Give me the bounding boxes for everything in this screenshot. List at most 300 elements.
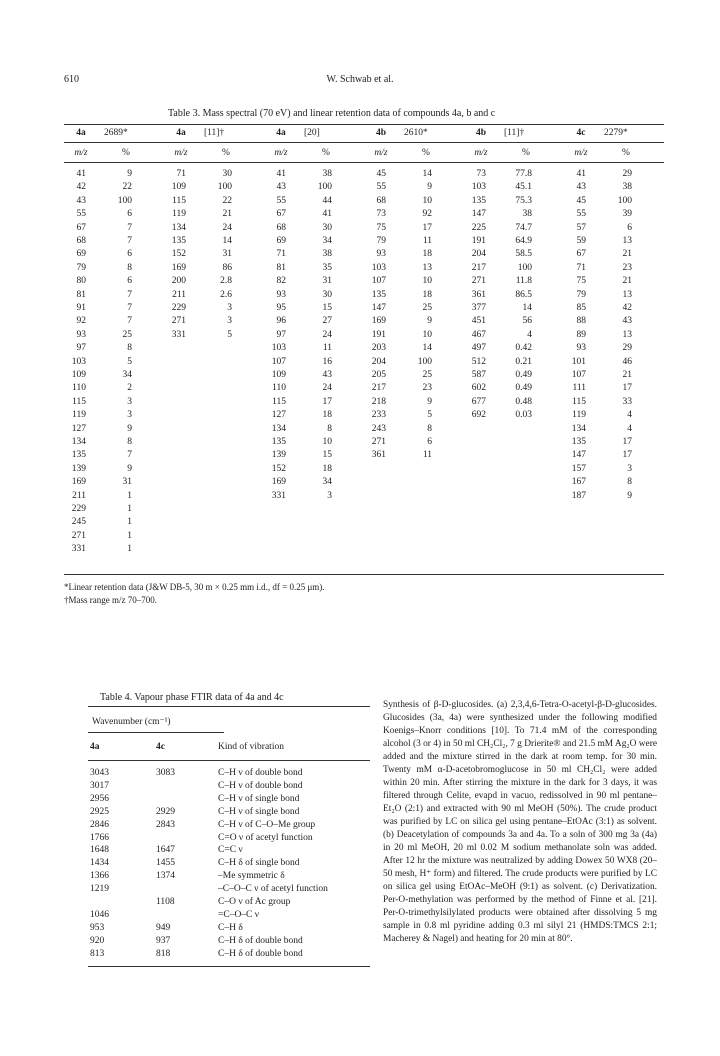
table3-percent-value: 31	[122, 477, 132, 488]
table3-cell-pair	[64, 331, 132, 341]
table3-group-compound: 4a	[176, 128, 186, 138]
table4-row	[88, 845, 243, 855]
table3-mz-value: 109	[71, 370, 86, 380]
table3-cell-pair	[264, 331, 332, 341]
table3-cell-pair	[64, 250, 132, 260]
table3-mz-value: 331	[71, 544, 86, 555]
table3-cell-pair	[64, 358, 132, 368]
table3-cell-pair	[64, 344, 132, 354]
table4-vibration: –Me symmetric δ	[218, 871, 285, 882]
table3-mz-value: 134	[571, 423, 586, 434]
table4-4c-value	[156, 884, 218, 894]
table3-percent-value: 22	[122, 182, 132, 193]
table3-cell-pair	[64, 291, 132, 301]
table3-cell-pair	[464, 384, 532, 394]
table3-percent-value: 3	[327, 490, 332, 501]
table3-percent-value: 22	[222, 195, 232, 206]
table3-cell-pair	[64, 492, 132, 502]
table3-percent-value: 30	[322, 222, 332, 233]
table3-cell-pair	[364, 398, 432, 408]
table4-4a-value: 813	[90, 948, 105, 959]
table3-mz-value: 169	[71, 477, 86, 488]
table3-percent-value: 9	[127, 423, 132, 434]
table3-cell-pair	[64, 384, 132, 394]
table3-mz-value: 55	[576, 209, 586, 220]
table3-cell-pair	[464, 170, 532, 180]
table4-vibration: C–H δ of single bond	[218, 858, 300, 869]
table3-mz-value: 331	[171, 329, 186, 340]
table3-cell-pair	[264, 197, 332, 207]
table3-mz-value: 187	[571, 490, 586, 501]
table4-4a-value: 2846	[90, 819, 109, 830]
table3-cell-pair	[364, 264, 432, 274]
table3-cell-pair	[64, 371, 132, 381]
table3-percent-value: 24	[322, 383, 332, 394]
table3-mz-value: 331	[271, 490, 286, 501]
table3-percent-value: 18	[322, 463, 332, 474]
table3-percent-value: 74.7	[515, 222, 532, 233]
table3-cell-pair	[264, 398, 332, 408]
table3-percent-value: 4	[627, 423, 632, 434]
table3-percent-value: 35	[322, 262, 332, 273]
table4-4a-value: 3043	[90, 768, 109, 778]
table3-cell-pair	[364, 425, 432, 435]
table3-percent-header: %	[222, 148, 230, 158]
table3-percent-value: 14	[422, 343, 432, 354]
table3-mz-value: 361	[371, 450, 386, 461]
table3-percent-value: 2.8	[220, 276, 232, 287]
table3-mz-value: 92	[76, 316, 86, 327]
table3-sub-header	[364, 148, 454, 158]
table4-wavenumber-header: Wavenumber (cm⁻¹)	[92, 717, 171, 727]
table3-mz-value: 147	[471, 209, 486, 220]
table3-percent-value: 2	[127, 383, 132, 394]
table3-mz-value: 134	[71, 437, 86, 447]
table3-percent-value: 1	[127, 504, 132, 514]
table4-header-rule	[88, 760, 370, 761]
table3-cell-pair	[564, 224, 632, 234]
table3-cell-pair	[464, 317, 532, 327]
table3-mz-value: 203	[371, 343, 386, 354]
table3-mz-value: 152	[171, 249, 186, 260]
table3-cell-pair	[564, 264, 632, 274]
table3-cell-pair	[464, 304, 532, 314]
table3-mz-value: 110	[272, 383, 286, 394]
table3-group-ref: 2279*	[604, 128, 628, 138]
table3-mz-value: 67	[576, 249, 586, 260]
table3-percent-value: 0.48	[515, 396, 532, 407]
table3-percent-value: 9	[627, 490, 632, 501]
table4-4c-value	[156, 833, 218, 843]
table3-cell-pair	[164, 304, 232, 314]
table3-cell-pair	[364, 170, 432, 180]
table4-vibration: C=C ν	[218, 845, 243, 856]
table3-percent-value: 3	[227, 316, 232, 327]
table4-vibration: C–H δ of double bond	[218, 935, 303, 946]
table3-mz-value: 271	[71, 530, 86, 541]
table3-mz-value: 119	[172, 209, 186, 220]
table3-caption: Table 3. Mass spectral (70 eV) and linear retention data of compounds 4a, b and c	[168, 108, 496, 119]
table4-4a-value: 1219	[90, 884, 109, 895]
table3-percent-value: 38	[322, 169, 332, 179]
table4-row	[88, 781, 303, 791]
table4-4c-value: 818	[156, 948, 171, 959]
table3-percent-value: 30	[222, 169, 232, 179]
table3-group-header	[164, 128, 264, 138]
table4-vibration: C–H ν of double bond	[218, 780, 303, 791]
table3-mz-value: 205	[371, 370, 386, 380]
table4-header-4c: 4c	[156, 742, 165, 752]
table3-cell-pair	[364, 250, 432, 260]
table3-mz-value: 119	[572, 410, 586, 421]
table3-mz-value: 169	[271, 477, 286, 488]
table3-percent-value: 39	[622, 209, 632, 220]
table3-mz-value: 135	[471, 195, 486, 206]
table4-caption: Table 4. Vapour phase FTIR data of 4a and 4c	[100, 692, 284, 703]
table4-vibration: C–H ν of single bond	[218, 806, 300, 817]
table3-mz-value: 200	[171, 276, 186, 287]
table3-mz-value: 119	[72, 410, 86, 421]
table3-group-ref: 2689*	[104, 128, 128, 138]
table3-mz-value: 271	[371, 437, 386, 447]
table4-row	[88, 923, 243, 933]
table3-group-compound: 4b	[375, 128, 387, 138]
table3-percent-value: 100	[117, 195, 132, 206]
table4-4c-value: 3083	[156, 768, 175, 778]
table3-cell-pair	[64, 317, 132, 327]
table3-cell-pair	[364, 384, 432, 394]
table3-sub-header	[164, 148, 254, 158]
table3-mz-header: m/z	[574, 148, 588, 158]
table4-4c-value	[156, 794, 218, 804]
table4-4c-value: 1647	[156, 845, 175, 856]
table3-mz-value: 135	[71, 450, 86, 461]
table3-cell-pair	[364, 237, 432, 247]
table3-percent-value: 31	[222, 249, 232, 260]
table3-mz-value: 211	[72, 490, 86, 501]
table3-percent-value: 1	[127, 530, 132, 541]
table3-percent-value: 31	[322, 276, 332, 287]
table4-4a-value: 2925	[90, 806, 109, 817]
table3-mz-value: 512	[471, 356, 486, 367]
table3-cell-pair	[564, 384, 632, 394]
table3-group-header	[564, 128, 664, 138]
table3-percent-header: %	[422, 148, 430, 158]
table3-group-compound: 4a	[276, 128, 286, 138]
table3-cell-pair	[264, 183, 332, 193]
table3-sub-header	[64, 148, 154, 158]
table3-percent-value: 5	[427, 410, 432, 421]
table3-cell-pair	[264, 371, 332, 381]
table3-cell-pair	[64, 545, 132, 555]
table3-percent-header: %	[622, 148, 630, 158]
table3-cell-pair	[364, 358, 432, 368]
table3-mz-value: 243	[371, 423, 386, 434]
page-number: 610	[64, 74, 79, 85]
table3-cell-pair	[164, 317, 232, 327]
table3-mz-value: 135	[271, 437, 286, 447]
table3-mz-value: 109	[171, 182, 186, 193]
table3-percent-value: 10	[322, 437, 332, 447]
table3-cell-pair	[264, 237, 332, 247]
table3-mz-header: m/z	[74, 148, 88, 158]
table3-cell-pair	[464, 250, 532, 260]
table3-cell-pair	[164, 264, 232, 274]
table3-mz-value: 110	[72, 383, 86, 394]
table3-mz-value: 71	[176, 169, 186, 179]
table3-mz-value: 169	[171, 262, 186, 273]
table3-mz-header: m/z	[174, 148, 188, 158]
table3-group-ref: [11]†	[204, 128, 225, 138]
table3-cell-pair	[564, 250, 632, 260]
table4-header-4a: 4a	[90, 742, 100, 752]
table3-cell-pair	[564, 304, 632, 314]
table3-mz-value: 85	[576, 303, 586, 313]
table3-cell-pair	[364, 224, 432, 234]
table3-mz-value: 115	[272, 396, 286, 407]
table3-mz-value: 115	[72, 396, 86, 407]
table4-4c-value: 2843	[156, 819, 175, 830]
table3-percent-value: 24	[322, 329, 332, 340]
table3-percent-value: 8	[627, 477, 632, 488]
table3-cell-pair	[564, 170, 632, 180]
table3-cell-pair	[564, 425, 632, 435]
table3-mz-value: 69	[276, 236, 286, 246]
table3-cell-pair	[64, 264, 132, 274]
table3-percent-value: 38	[322, 249, 332, 260]
table3-mz-value: 225	[471, 222, 486, 233]
table3-cell-pair	[564, 465, 632, 475]
table3-mz-value: 55	[376, 182, 386, 193]
table3-percent-value: 8	[127, 343, 132, 354]
table3-mz-value: 79	[376, 236, 386, 246]
table3-percent-value: 42	[622, 303, 632, 313]
table3-percent-value: 13	[422, 262, 432, 273]
table3-mz-value: 451	[471, 316, 486, 327]
table3-cell-pair	[464, 371, 532, 381]
table3-percent-value: 24	[222, 222, 232, 233]
table3-percent-value: 11	[422, 236, 432, 246]
table3-percent-value: 43	[622, 316, 632, 327]
table3-mz-value: 233	[371, 410, 386, 421]
table3-cell-pair	[264, 224, 332, 234]
table3-percent-value: 33	[622, 396, 632, 407]
table3-percent-value: 11	[322, 343, 332, 354]
table3-percent-value: 18	[422, 249, 432, 260]
table3-mz-value: 41	[76, 169, 86, 179]
table3-percent-value: 45.1	[515, 182, 532, 193]
table3-percent-value: 5	[227, 329, 232, 340]
table3-cell-pair	[264, 465, 332, 475]
table3-cell-pair	[264, 492, 332, 502]
table3-percent-value: 3	[627, 463, 632, 474]
table3-cell-pair	[64, 451, 132, 461]
table3-group-ref: [11]†	[504, 128, 525, 138]
table3-mz-value: 103	[471, 182, 486, 193]
table3-mz-value: 134	[271, 423, 286, 434]
table3-cell-pair	[564, 291, 632, 301]
table3-percent-value: 25	[122, 329, 132, 340]
table3-percent-value: 6	[127, 209, 132, 220]
table3-cell-pair	[464, 331, 532, 341]
table4-row	[88, 820, 315, 830]
table3-cell-pair	[564, 344, 632, 354]
table3-mz-value: 91	[76, 303, 86, 313]
table3-percent-value: 3	[127, 396, 132, 407]
table4-4a-value: 1366	[90, 871, 109, 882]
table3-mz-value: 68	[376, 195, 386, 206]
table3-mz-value: 127	[271, 410, 286, 421]
table3-percent-value: 14	[222, 236, 232, 246]
table3-cell-pair	[364, 411, 432, 421]
table3-percent-value: 75.3	[515, 195, 532, 206]
table3-mz-value: 139	[271, 450, 286, 461]
table3-mz-value: 157	[571, 463, 586, 474]
table3-percent-value: 13	[622, 236, 632, 246]
table3-percent-value: 14	[422, 169, 432, 179]
table3-cell-pair	[464, 197, 532, 207]
table3-cell-pair	[364, 277, 432, 287]
table4-4a-value: 953	[90, 922, 105, 933]
table3-mz-value: 107	[571, 370, 586, 380]
table3-mz-value: 41	[276, 169, 286, 179]
table3-percent-value: 34	[122, 370, 132, 380]
table3-percent-value: 7	[127, 450, 132, 461]
table4-row	[88, 884, 328, 894]
table3-footnote-2: †Mass range m/z 70–700.	[64, 595, 157, 605]
table3-percent-value: 0.21	[515, 356, 532, 367]
table4-4a-value: 1766	[90, 832, 109, 843]
table3-mz-value: 45	[576, 195, 586, 206]
table3-percent-value: 17	[322, 396, 332, 407]
table3-cell-pair	[164, 237, 232, 247]
table3-percent-value: 6	[127, 249, 132, 260]
table4-wavenumber-rule	[88, 732, 224, 733]
table3-mz-value: 191	[371, 329, 386, 340]
table3-percent-value: 56	[522, 316, 532, 327]
table3-percent-value: 0.49	[515, 370, 532, 380]
table3-percent-value: 13	[622, 289, 632, 300]
table3-percent-value: 58.5	[515, 249, 532, 260]
table3-cell-pair	[364, 197, 432, 207]
table4-4a-value: 1046	[90, 909, 109, 920]
table3-cell-pair	[164, 210, 232, 220]
table3-cell-pair	[464, 411, 532, 421]
table3-cell-pair	[264, 425, 332, 435]
table3-mz-value: 97	[76, 343, 86, 354]
table4-row	[88, 871, 285, 881]
table3-mz-value: 73	[376, 209, 386, 220]
table3-mz-value: 43	[576, 182, 586, 193]
table3-mz-value: 55	[276, 195, 286, 206]
table3-percent-value: 8	[427, 423, 432, 434]
table3-percent-value: 9	[427, 182, 432, 193]
table3-cell-pair	[164, 277, 232, 287]
table3-mz-value: 68	[76, 236, 86, 246]
table4-top-rule	[88, 706, 370, 707]
table3-percent-value: 16	[322, 356, 332, 367]
table3-cell-pair	[364, 317, 432, 327]
table3-cell-pair	[64, 425, 132, 435]
table3-cell-pair	[464, 210, 532, 220]
table3-percent-value: 7	[127, 236, 132, 246]
table3-percent-value: 0.42	[515, 343, 532, 354]
table3-mz-value: 115	[172, 195, 186, 206]
table3-percent-value: 18	[422, 289, 432, 300]
table3-cell-pair	[64, 478, 132, 488]
table3-cell-pair	[264, 344, 332, 354]
table3-percent-value: 30	[322, 289, 332, 300]
table3-top-rule	[64, 124, 664, 125]
table3-mz-header: m/z	[274, 148, 288, 158]
table4-4a-value: 2956	[90, 793, 109, 804]
table3-mz-value: 135	[371, 289, 386, 300]
table4-vibration: C=O ν of acetyl function	[218, 832, 313, 843]
table3-mz-value: 55	[76, 209, 86, 220]
table4-vibration: C–O ν of Ac group	[218, 897, 291, 907]
table3-percent-value: 17	[422, 222, 432, 233]
table3-cell-pair	[164, 170, 232, 180]
table3-mz-value: 147	[371, 303, 386, 313]
table3-percent-value: 4	[527, 329, 532, 340]
table3-cell-pair	[64, 304, 132, 314]
table3-mz-value: 692	[471, 410, 486, 421]
table3-cell-pair	[564, 492, 632, 502]
table3-percent-value: 15	[322, 450, 332, 461]
table3-cell-pair	[364, 344, 432, 354]
table3-group-header	[264, 128, 364, 138]
table3-percent-value: 43	[322, 370, 332, 380]
table3-mz-value: 587	[471, 370, 486, 380]
running-head: W. Schwab et al.	[326, 74, 394, 85]
table3-mz-value: 82	[276, 276, 286, 287]
table3-mz-value: 69	[76, 249, 86, 260]
table4-vibration: C–H ν of single bond	[218, 793, 300, 804]
table3-percent-value: 6	[427, 437, 432, 447]
table3-mz-value: 229	[71, 504, 86, 514]
table3-cell-pair	[264, 478, 332, 488]
table3-percent-value: 11	[422, 450, 432, 461]
table3-mz-value: 107	[371, 276, 386, 287]
table3-cell-pair	[64, 398, 132, 408]
table3-cell-pair	[64, 197, 132, 207]
table3-percent-value: 10	[422, 276, 432, 287]
table3-cell-pair	[564, 277, 632, 287]
table3-bottom-rule	[64, 574, 664, 575]
table3-mz-value: 41	[576, 169, 586, 179]
table3-mz-value: 361	[471, 289, 486, 300]
table3-mz-value: 101	[571, 356, 586, 367]
table3-percent-value: 21	[622, 249, 632, 260]
table3-percent-value: 34	[322, 236, 332, 246]
table3-mz-value: 103	[271, 343, 286, 354]
table3-percent-value: 18	[322, 410, 332, 421]
table3-percent-value: 100	[417, 356, 432, 367]
table3-percent-value: 13	[622, 329, 632, 340]
table3-percent-value: 100	[517, 262, 532, 273]
table3-percent-value: 1	[127, 490, 132, 501]
table3-mz-value: 111	[572, 383, 586, 394]
table4-4a-value: 920	[90, 935, 105, 946]
table3-mz-value: 218	[371, 396, 386, 407]
table3-cell-pair	[564, 371, 632, 381]
table4-vibration: –C–O–C ν of acetyl function	[218, 884, 328, 895]
table3-percent-value: 86.5	[515, 289, 532, 300]
table3-mz-value: 93	[376, 249, 386, 260]
table4-4c-value: 1455	[156, 858, 175, 869]
table3-percent-value: 17	[622, 383, 632, 394]
table3-cell-pair	[64, 518, 132, 528]
